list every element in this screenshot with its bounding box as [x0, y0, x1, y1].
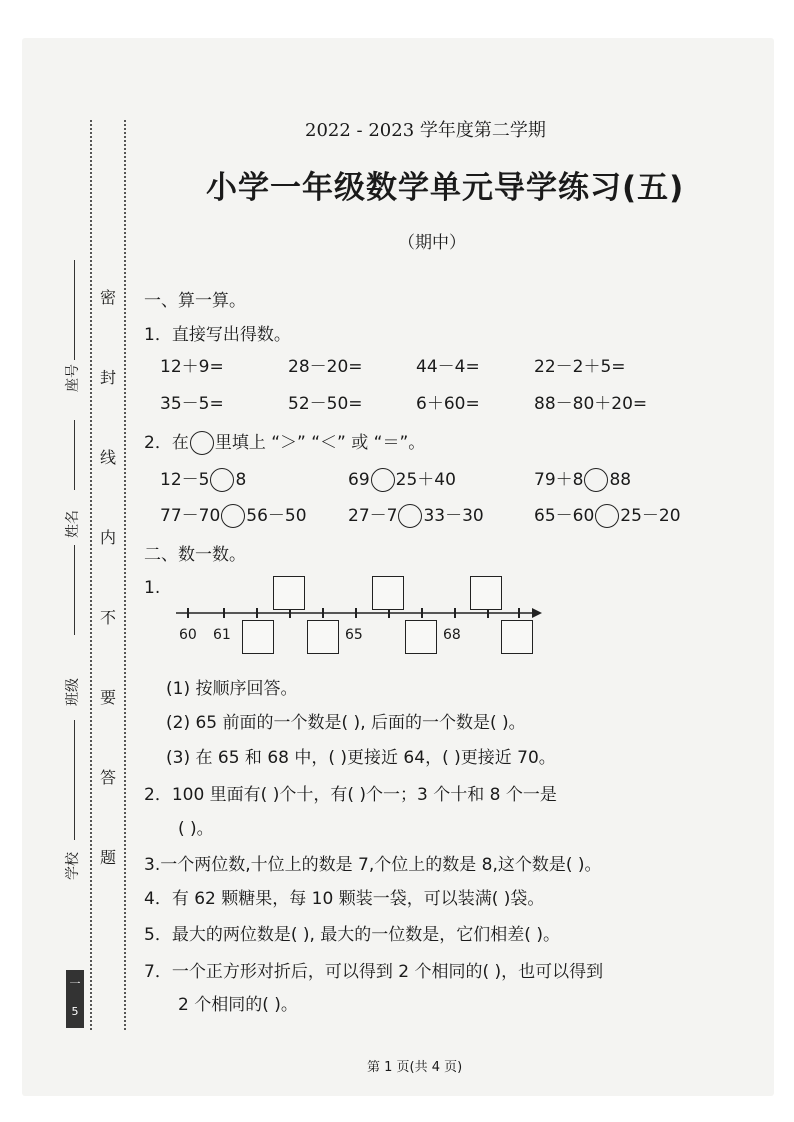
- answer-circle[interactable]: [595, 504, 619, 528]
- calc-item: 12＋9=: [160, 357, 224, 377]
- number-line-tick: [223, 608, 225, 618]
- answer-circle[interactable]: [398, 504, 422, 528]
- page-number: 第 1 页(共 4 页): [367, 1060, 463, 1075]
- answer-circle[interactable]: [584, 468, 608, 492]
- calc-item: 35－5=: [160, 394, 224, 414]
- number-line-tick: [322, 608, 324, 618]
- number-line-tick: [355, 608, 357, 618]
- seal-char: 题: [100, 848, 117, 867]
- margin-dotted-line-left: [90, 120, 92, 1030]
- calc-item: 52－50=: [288, 394, 363, 414]
- field-line-name: [74, 545, 76, 635]
- question-text: ( )。: [178, 819, 214, 839]
- page-title: 小学一年级数学单元导学练习(五): [206, 170, 685, 206]
- number-line-answer-box[interactable]: [372, 576, 404, 610]
- seal-char: 答: [100, 768, 117, 787]
- compare-item: 12－5 8: [160, 470, 247, 490]
- calc-item: 44－4=: [416, 357, 480, 377]
- question-text: 2 个相同的( )。: [178, 995, 298, 1015]
- number-line-label: 68: [443, 627, 461, 643]
- field-label-school: 学校: [65, 852, 81, 880]
- number-line-tick: [187, 608, 189, 618]
- page-stamp: 一 5: [66, 970, 84, 1028]
- section-heading: 二、数一数。: [144, 545, 246, 565]
- number-line-tick: [256, 608, 258, 618]
- number-line-answer-box[interactable]: [307, 620, 339, 654]
- number-line-answer-box[interactable]: [501, 620, 533, 654]
- field-line-class: [74, 720, 76, 840]
- margin-dotted-line-right: [124, 120, 126, 1030]
- number-line-tick: [421, 608, 423, 618]
- calc-item: 28－20=: [288, 357, 363, 377]
- answer-circle[interactable]: [371, 468, 395, 492]
- seal-char: 封: [100, 368, 117, 387]
- compare-item: 27－7 33－30: [348, 506, 484, 526]
- field-label-class: 班级: [65, 678, 81, 706]
- number-line-answer-box[interactable]: [273, 576, 305, 610]
- number-line-answer-box[interactable]: [470, 576, 502, 610]
- field-line-name-top: [74, 420, 76, 490]
- question-text: 3.一个两位数,十位上的数是 7,个位上的数是 8,这个数是( )。: [144, 855, 602, 875]
- number-line-label: 60: [179, 627, 197, 643]
- answer-circle[interactable]: [190, 431, 214, 455]
- question-text: 4．有 62 颗糖果，每 10 颗装一袋，可以装满( )袋。: [144, 889, 545, 909]
- seal-char: 密: [100, 288, 117, 307]
- compare-item: 65－60 25－20: [534, 506, 681, 526]
- question-label: 1.: [144, 578, 161, 598]
- number-line-tick: [454, 608, 456, 618]
- compare-item: 69 25＋40: [348, 470, 456, 490]
- section-heading: 一、算一算。: [144, 291, 246, 311]
- exam-subtitle: （期中）: [398, 233, 466, 253]
- number-line-answer-box[interactable]: [242, 620, 274, 654]
- sub-question: (1) 按顺序回答。: [166, 679, 298, 699]
- answer-circle[interactable]: [221, 504, 245, 528]
- compare-item: 77－70 56－50: [160, 506, 307, 526]
- number-line-label: 61: [213, 627, 231, 643]
- seal-char: 要: [100, 688, 117, 707]
- calc-item: 22－2＋5=: [534, 357, 626, 377]
- question-text: 5．最大的两位数是( ), 最大的一位数是，它们相差( )。: [144, 925, 560, 945]
- sub-question: (3) 在 65 和 68 中，( )更接近 64，( )更接近 70。: [166, 748, 556, 768]
- calc-item: 88－80＋20=: [534, 394, 648, 414]
- field-label-name: 姓名: [65, 510, 81, 538]
- calc-item: 6＋60=: [416, 394, 480, 414]
- seal-char: 内: [100, 528, 117, 547]
- compare-item: 79＋8 88: [534, 470, 632, 490]
- seal-char: 线: [100, 448, 117, 467]
- question-text: 2．100 里面有( )个十，有( )个一；3 个十和 8 个一是: [144, 785, 557, 805]
- number-line-answer-box[interactable]: [405, 620, 437, 654]
- answer-circle[interactable]: [210, 468, 234, 492]
- sub-question: (2) 65 前面的一个数是( ), 后面的一个数是( )。: [166, 713, 526, 733]
- field-label-seat: 座号: [65, 364, 81, 392]
- question-label: 1．直接写出得数。: [144, 325, 291, 345]
- question-label: 2．在 里填上 “＞” “＜” 或 “＝”。: [144, 433, 426, 453]
- school-year: 2022 - 2023 学年度第二学期: [305, 120, 546, 141]
- number-line-tick: [518, 608, 520, 618]
- number-line-label: 65: [345, 627, 363, 643]
- field-line-seat: [74, 260, 76, 360]
- seal-char: 不: [100, 608, 117, 627]
- question-text: 7．一个正方形对折后，可以得到 2 个相同的( )，也可以得到: [144, 962, 604, 982]
